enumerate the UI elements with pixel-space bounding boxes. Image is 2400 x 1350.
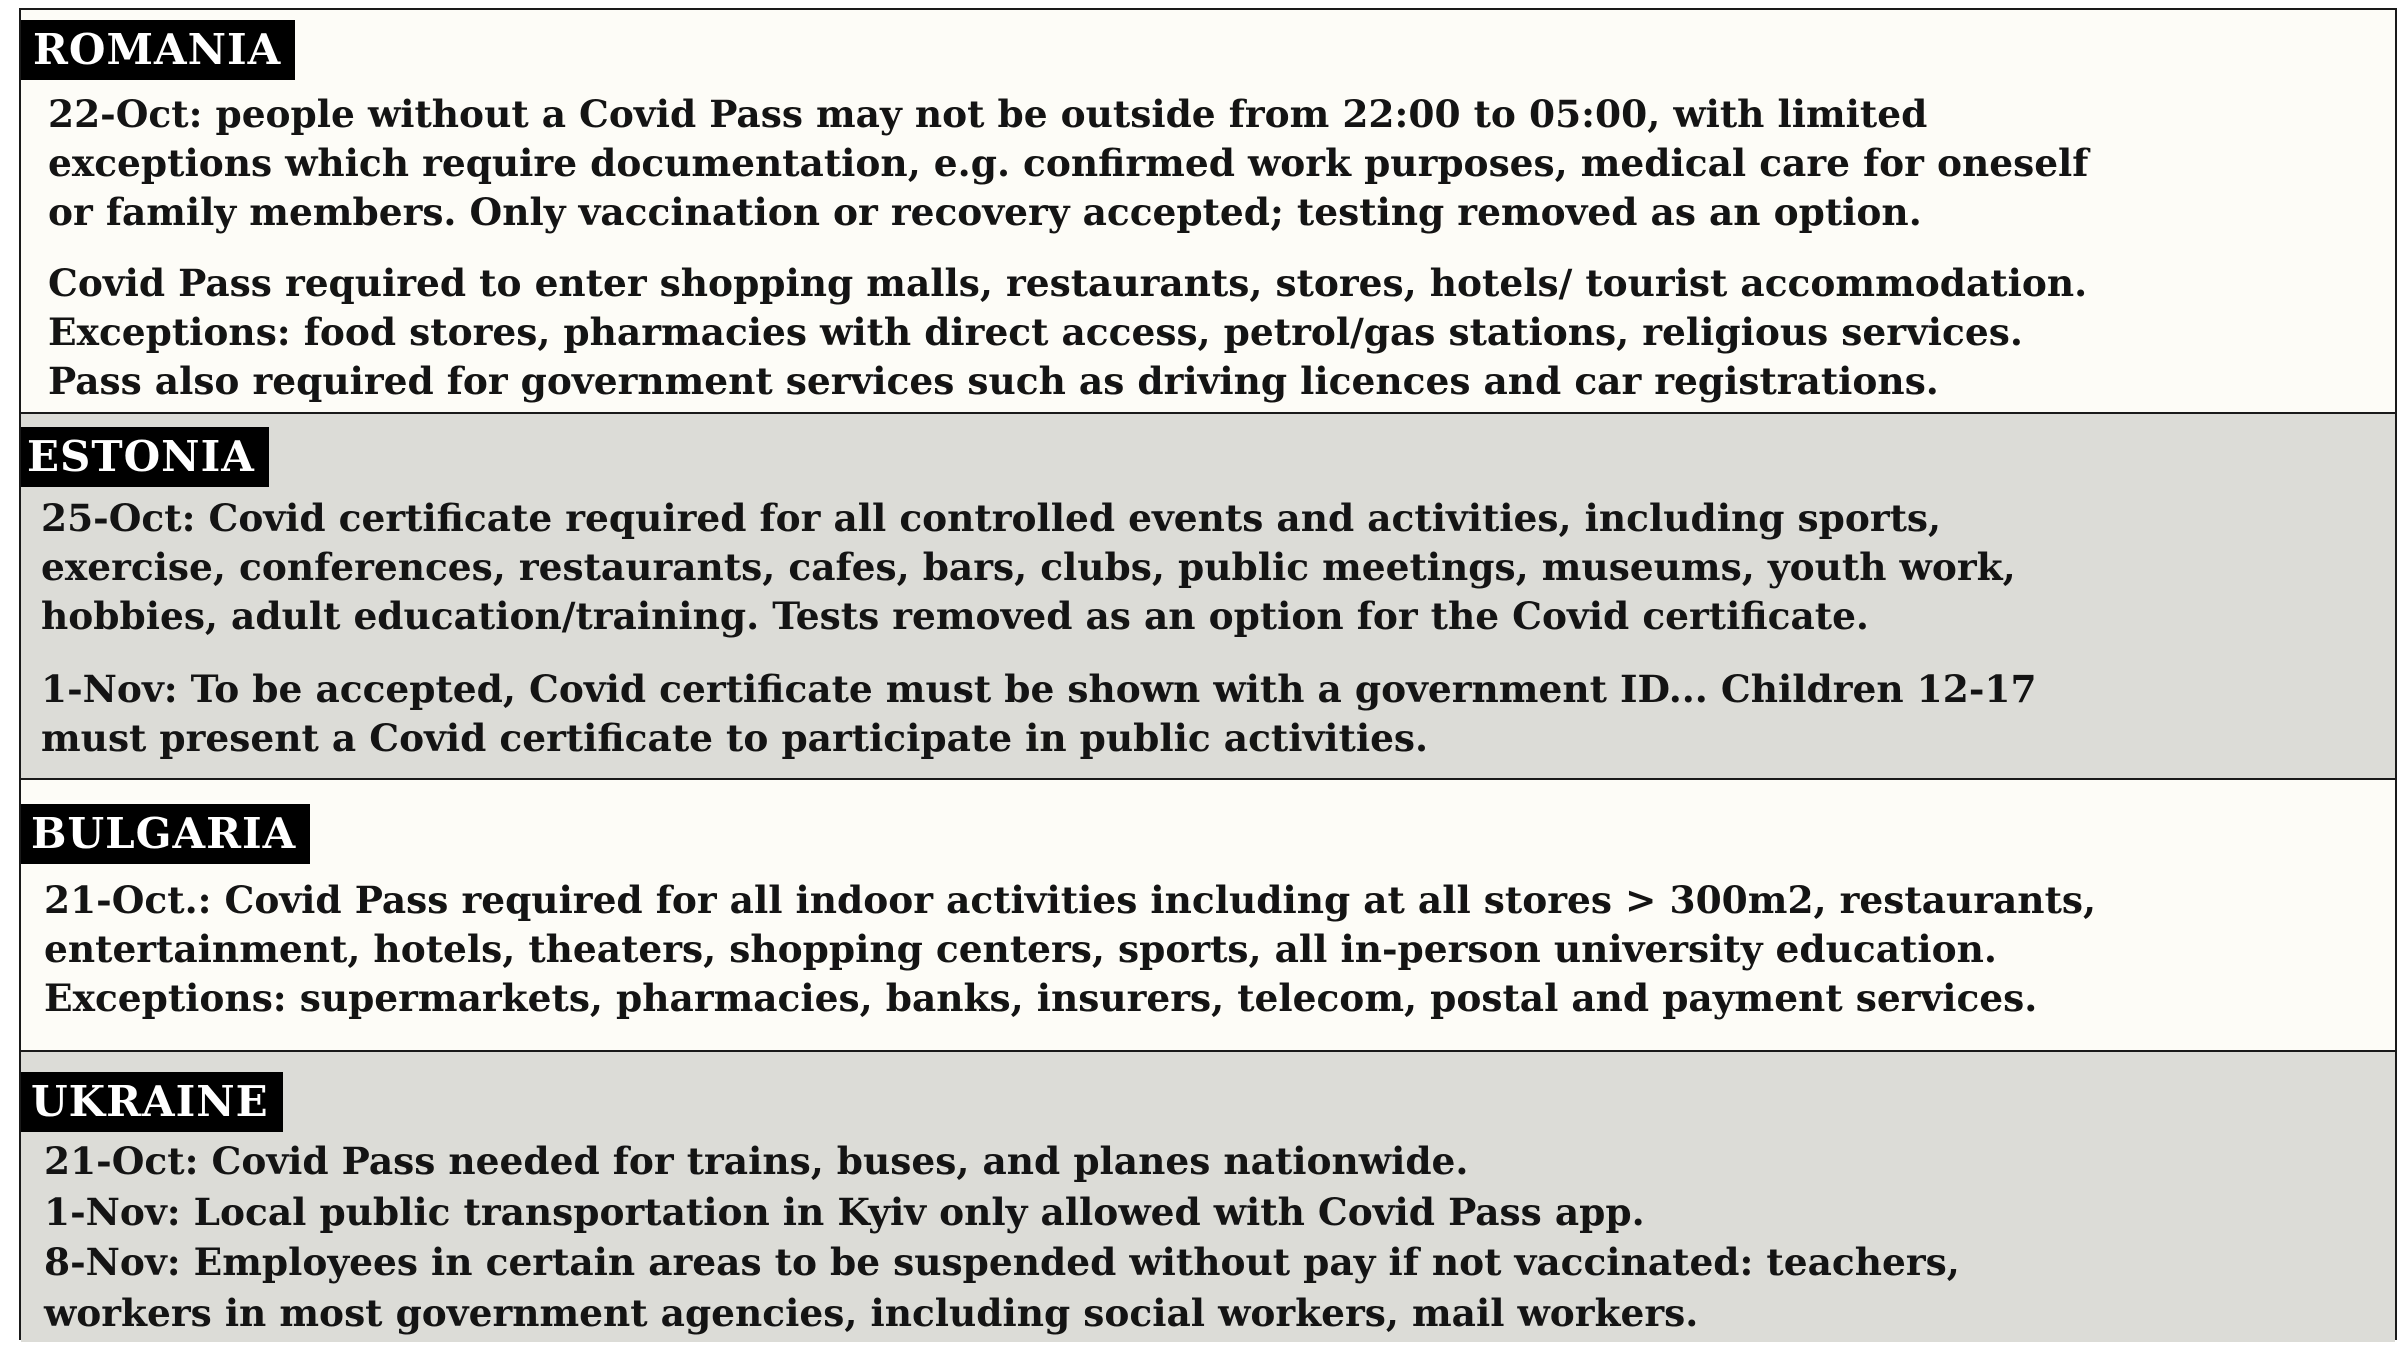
romania-paragraph-1: 22-Oct: people without a Covid Pass may not be outside from 22:00 to 05:00, with limited exceptions which require documentation, e.g. confirmed work purposes, medical care for oneself or family members. Only vaccination or recovery accepted; testing removed as an option.: [48, 92, 2089, 234]
country-restrictions-document: [19, 8, 2397, 1340]
romania-paragraph-2: Covid Pass required to enter shopping malls, restaurants, stores, hotels/ tourist accommodation. Exceptions: food stores, pharmacies with direct access, petrol/gas stations, religious services. Pass also required for government services such as driving licences and car registrations.: [48, 261, 2088, 403]
section-romania: [21, 10, 2395, 412]
bulgaria-paragraph-1: 21-Oct.: Covid Pass required for all indoor activities including at all stores > 300m2, restaurants, entertainment, hotels, theaters, shopping centers, sports, all in-person university education. Exceptions: supermarkets, pharmacies, banks, insurers, telecom, postal and payment services.: [44, 878, 2097, 1020]
country-label-estonia: ESTONIA: [21, 427, 269, 487]
section-estonia: [21, 414, 2395, 778]
country-label-ukraine: UKRAINE: [21, 1072, 283, 1132]
section-bulgaria: [21, 780, 2395, 1050]
country-label-romania: ROMANIA: [21, 20, 295, 80]
section-ukraine: [21, 1052, 2395, 1342]
estonia-paragraph-1: 25-Oct: Covid certificate required for all controlled events and activities, including sports, exercise, conferences, restaurants, cafes, bars, clubs, public meetings, museums, youth work, hobbies, adult education/training. Tests removed as an option for the Covid certificate.: [41, 496, 2016, 638]
country-label-bulgaria: BULGARIA: [21, 804, 310, 864]
estonia-paragraph-2: 1-Nov: To be accepted, Covid certificate must be shown with a government ID... Children 12-17 must present a Covid certificate to participate in public activities.: [41, 667, 2037, 760]
ukraine-paragraph-1: 21-Oct: Covid Pass needed for trains, buses, and planes nationwide. 1-Nov: Local public transportation in Kyiv only allowed with Covid Pass app. 8-Nov: Employees in certain areas to be suspended without pay if not vaccinated: teachers, workers in most government agencies, including social workers, mail workers.: [44, 1139, 1960, 1335]
